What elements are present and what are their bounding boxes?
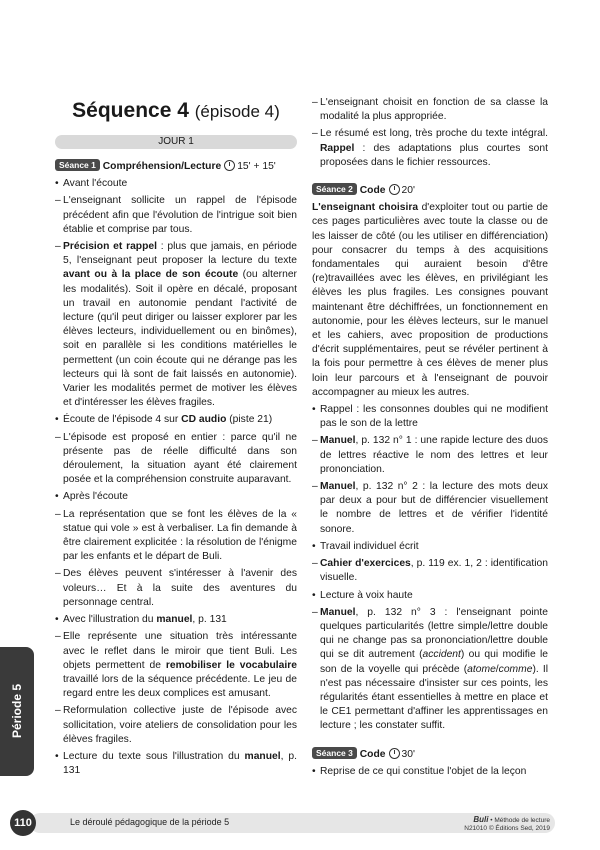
day-banner: JOUR 1 <box>55 135 297 149</box>
session-badge: Séance 1 <box>55 159 100 171</box>
session-title: Code <box>359 748 386 760</box>
dash-item: – L'épisode est proposé en entier : parce qu'il ne présente pas de réelle difficulté dans son déroulement, la situation ayant été clairement posée et la compréhension construite auparavant. <box>55 431 297 488</box>
page-number: 110 <box>10 810 36 836</box>
session-1-header <box>55 159 297 174</box>
bullet-item: • Rappel : les consonnes doubles qui ne modifient pas le son de la lettre <box>312 403 548 431</box>
dash-item: – L'enseignant sollicite un rappel de l'épisode précédent afin que l'évolution de l'intrigue soit bien établie et comprise par tous. <box>55 194 297 237</box>
bullet-item: • Reprise de ce qui constitue l'objet de la leçon <box>312 765 548 779</box>
clock-icon <box>389 184 400 195</box>
dash-item: – Le résumé est long, très proche du texte intégral. Rappel : des adaptations plus courtes sont proposées dans le fichier ressources. <box>312 127 548 170</box>
dash-item: – Reformulation collective juste de l'épisode avec sollicitation, voire ateliers de consolidation pour les élèves fragiles. <box>55 704 297 747</box>
period-tab-label: Période 5 <box>10 683 24 739</box>
paragraph: L'enseignant choisira d'exploiter tout ou partie de ces pages particulières avec toute la classe ou de les laisser de côté (ou les utiliser en différenciation) pour consacrer du temps à des acquisitions fondamentales qui auraient besoin d'être (re)travaillées avec les élèves, en privilégiant les élèves les plus fragiles. Les consignes pouvant maintenant être déchiffrées, un fonctionnement en autonomie, pour les élèves lecteurs, sur le manuel et les cahiers, avec proposition de productions d'écrit supplémentaires, peut se révéler pertinent à la fois pour permettre à ces élèves de mener plus loin leur parcours et à l'enseignant de pouvoir accompagner au mieux les autres. <box>312 202 548 398</box>
dash-item: – Précision et rappel : plus que jamais, en période 5, l'enseignant peut proposer la lecture du texte avant ou à la place de son écoute (ou alterner les modalités). Soit il opère en décalé, proposant un travail en autonomie pendant l'activité de lecture (qu'il peut diriger ou laisser explorer par les élèves lecteurs, individuellement ou en binômes), soit en parallèle si les conditions matérielles le permettent (un coin écoute qui ne dérange pas les lecteurs qui là sont de fait laissés en autonomie). Varier les modalités permet de motiver les élèves et d'intéresser les élèves fragiles. <box>55 240 297 410</box>
bullet-item: • Après l'écoute <box>55 490 297 504</box>
brand-subtitle: • Méthode de lecture <box>490 817 550 824</box>
session-title: Compréhension/Lecture <box>102 161 222 172</box>
dash-item: – Cahier d'exercices, p. 119 ex. 1, 2 : identification visuelle. <box>312 557 548 585</box>
session-2-header <box>312 183 548 198</box>
session-title: Code <box>359 185 386 197</box>
dash-item: – Manuel, p. 132 n° 2 : la lecture des mots deux par deux a pour but de différencier visuellement le nombre de lettres et de vérifier l'identité sonore. <box>312 480 548 537</box>
dash-item: – Manuel, p. 132 n° 3 : l'enseignant pointe quelques particularités (lettre simple/lettre double qui ne change pas sa prononciation/lettre double qui se dit autrement (accident) ou qui modifie le son de la voyelle qui précède (atome/comme). Il n'est pas nécessaire d'insister sur ces points, les régularités étant essentielles à mettre en place et le CE1 permettant d'affiner les apprentissages en lecture ; les constater suffit. <box>312 606 548 734</box>
right-column <box>312 96 548 782</box>
session-badge: Séance 2 <box>312 183 357 195</box>
session-3-header <box>312 747 548 762</box>
bullet-item: • Travail individuel écrit <box>312 540 548 554</box>
dash-item: – Elle représente une situation très intéressante avec le reflet dans le miroir que tient Buli. Les objets permettent de remobiliser le vocabulaire travaillé lors de la séquence précédente. Le jeu de regard entre les deux complices est amusant. <box>55 630 297 701</box>
session-badge: Séance 3 <box>312 747 357 759</box>
dash-item: – Manuel, p. 132 n° 1 : une rapide lecture des duos de lettres réactive le nom des lettres et leur prononciation. <box>312 434 548 477</box>
dash-item: – La représentation que se font les élèves de la « statue qui vole » est à verbaliser. La fin demande à être clairement explicitée : la résolution de l'énigme par les enfants et le départ de Buli. <box>55 508 297 565</box>
session-time: 30' <box>401 748 415 760</box>
left-column <box>55 96 297 781</box>
footer <box>10 810 558 836</box>
title-sub: (épisode 4) <box>194 102 280 121</box>
period-side-tab <box>0 647 34 776</box>
sequence-title <box>55 98 297 125</box>
clock-icon <box>389 748 400 759</box>
dash-item: – Des élèves peuvent s'intéresser à l'avenir des voleurs… Et à la suite des aventures du personnage central. <box>55 567 297 610</box>
dash-item: – L'enseignant choisit en fonction de sa classe la modalité la plus appropriée. <box>312 96 548 124</box>
bullet-item: • Avant l'écoute <box>55 177 297 191</box>
title-main: Séquence 4 <box>72 99 189 122</box>
clock-icon <box>224 160 235 171</box>
brand-logo: Buli <box>473 815 489 824</box>
session-time: 20' <box>401 185 415 197</box>
bullet-item: • Écoute de l'épisode 4 sur CD audio (piste 21) <box>55 413 297 427</box>
copyright: N21010 © Éditions Sed, 2019 <box>464 825 550 832</box>
bullet-item: • Lecture du texte sous l'illustration du manuel, p. 131 <box>55 750 297 778</box>
bullet-item: • Avec l'illustration du manuel, p. 131 <box>55 613 297 627</box>
footer-text: Le déroulé pédagogique de la période 5 <box>70 817 230 827</box>
footer-brand <box>464 816 550 833</box>
session-time: 15' + 15' <box>237 161 276 172</box>
bullet-item: • Lecture à voix haute <box>312 589 548 603</box>
